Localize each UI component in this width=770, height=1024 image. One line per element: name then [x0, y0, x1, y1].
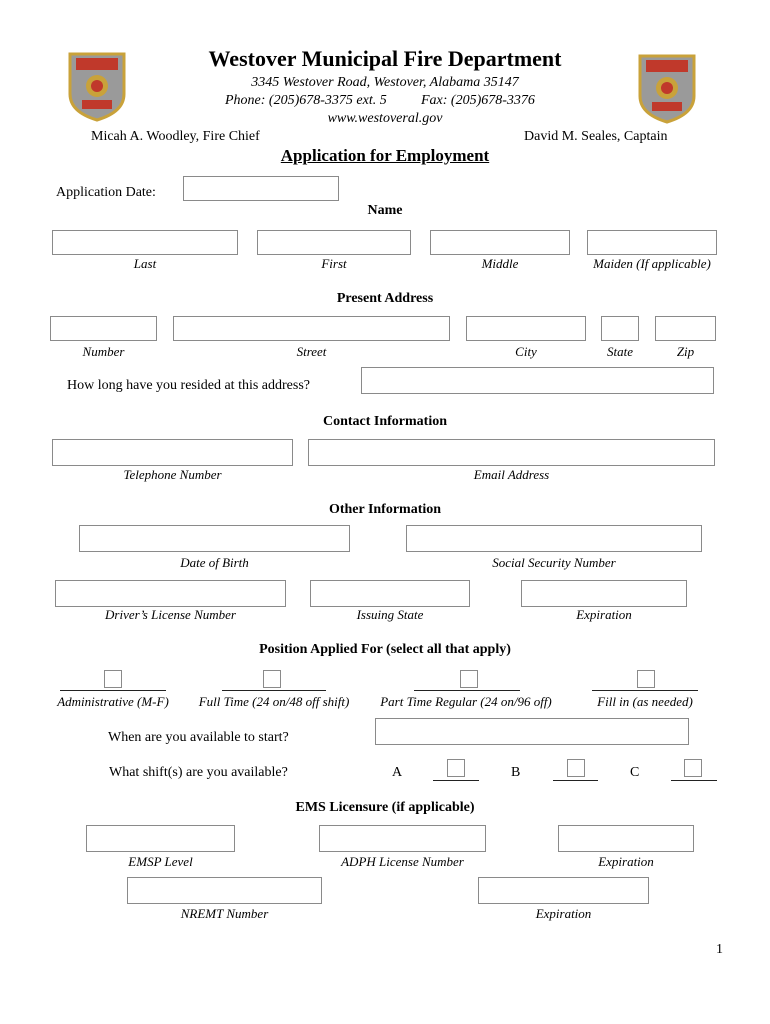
shift-b-checkbox[interactable] [567, 759, 585, 777]
drivers-license-input[interactable] [55, 580, 286, 607]
administrative-label: Administrative (M-F) [57, 694, 169, 709]
adph-license-label: ADPH License Number [341, 854, 464, 869]
nremt-expiration-input[interactable] [478, 877, 649, 904]
shift-a-label: A [392, 765, 403, 780]
nremt-expiration-label: Expiration [535, 906, 592, 921]
address-city-input[interactable] [466, 316, 586, 341]
ssn-input[interactable] [406, 525, 702, 552]
telephone-label: Telephone Number [123, 467, 222, 482]
address-city-label: City [515, 344, 537, 359]
shift-b-label: B [511, 765, 521, 780]
part-time-label: Part Time Regular (24 on/96 off) [380, 694, 552, 709]
shift-c-label: C [630, 765, 640, 780]
shift-c-checkbox[interactable] [684, 759, 702, 777]
captain-name: David M. Seales, Captain [524, 129, 668, 144]
email-label: Email Address [473, 467, 550, 482]
address-street-input[interactable] [173, 316, 450, 341]
last-name-input[interactable] [52, 230, 238, 255]
ssn-label: Social Security Number [492, 555, 616, 570]
ems-expiration-label: Expiration [598, 854, 654, 869]
address-zip-input[interactable] [655, 316, 716, 341]
position-line-administrative [60, 690, 166, 691]
position-line-fill-in [592, 690, 698, 691]
maiden-name-label: Maiden (If applicable) [593, 256, 711, 271]
address-zip-label: Zip [676, 344, 695, 359]
part-time-checkbox[interactable] [460, 670, 478, 688]
address-number-input[interactable] [50, 316, 157, 341]
contact-heading: Contact Information [322, 414, 448, 429]
position-line-part-time [414, 690, 520, 691]
email-input[interactable] [308, 439, 715, 466]
start-availability-input[interactable] [375, 718, 689, 745]
first-name-label: First [321, 256, 347, 271]
residence-duration-label: How long have you resided at this address? [67, 378, 310, 393]
fire-chief-name: Micah A. Woodley, Fire Chief [91, 129, 260, 144]
shift-a-checkbox[interactable] [447, 759, 465, 777]
nremt-number-input[interactable] [127, 877, 322, 904]
present-address-heading: Present Address [336, 291, 434, 306]
emsp-level-input[interactable] [86, 825, 235, 852]
fill-in-checkbox[interactable] [637, 670, 655, 688]
drivers-license-label: Driver’s License Number [105, 607, 236, 622]
issuing-state-label: Issuing State [356, 607, 424, 622]
address-street-label: Street [296, 344, 327, 359]
ems-expiration-input[interactable] [558, 825, 694, 852]
last-name-label: Last [133, 256, 157, 271]
shift-b-line [553, 780, 598, 781]
first-name-input[interactable] [257, 230, 411, 255]
start-availability-label: When are you available to start? [108, 730, 289, 745]
department-website: www.westoveral.gov [327, 111, 443, 126]
license-expiration-input[interactable] [521, 580, 687, 607]
nremt-number-label: NREMT Number [180, 906, 269, 921]
middle-name-label: Middle [481, 256, 519, 271]
shift-availability-label: What shift(s) are you available? [109, 765, 288, 780]
position-heading: Position Applied For (select all that apply) [259, 642, 511, 657]
application-date-label: Application Date: [56, 185, 156, 200]
shift-c-line [671, 780, 717, 781]
form-title: Application for Employment [280, 146, 490, 165]
residence-duration-input[interactable] [361, 367, 714, 394]
name-heading: Name [367, 203, 403, 218]
page-number: 1 [716, 942, 723, 957]
other-info-heading: Other Information [328, 502, 442, 517]
telephone-input[interactable] [52, 439, 293, 466]
application-date-input[interactable] [183, 176, 339, 201]
department-phone: Phone: (205)678-3375 ext. 5 [225, 93, 387, 108]
fill-in-label: Fill in (as needed) [597, 694, 693, 709]
maiden-name-input[interactable] [587, 230, 717, 255]
address-state-input[interactable] [601, 316, 639, 341]
date-of-birth-input[interactable] [79, 525, 350, 552]
address-number-label: Number [82, 344, 125, 359]
middle-name-input[interactable] [430, 230, 570, 255]
issuing-state-input[interactable] [310, 580, 470, 607]
full-time-checkbox[interactable] [263, 670, 281, 688]
date-of-birth-label: Date of Birth [180, 555, 249, 570]
position-line-full-time [222, 690, 326, 691]
emsp-level-label: EMSP Level [128, 854, 193, 869]
shift-a-line [433, 780, 479, 781]
address-state-label: State [607, 344, 633, 359]
department-title: Westover Municipal Fire Department [208, 46, 562, 71]
adph-license-input[interactable] [319, 825, 486, 852]
full-time-label: Full Time (24 on/48 off shift) [198, 694, 350, 709]
department-fax: Fax: (205)678-3376 [421, 93, 535, 108]
license-expiration-label: Expiration [576, 607, 632, 622]
ems-heading: EMS Licensure (if applicable) [295, 800, 475, 815]
department-address: 3345 Westover Road, Westover, Alabama 35147 [251, 75, 519, 90]
administrative-checkbox[interactable] [104, 670, 122, 688]
